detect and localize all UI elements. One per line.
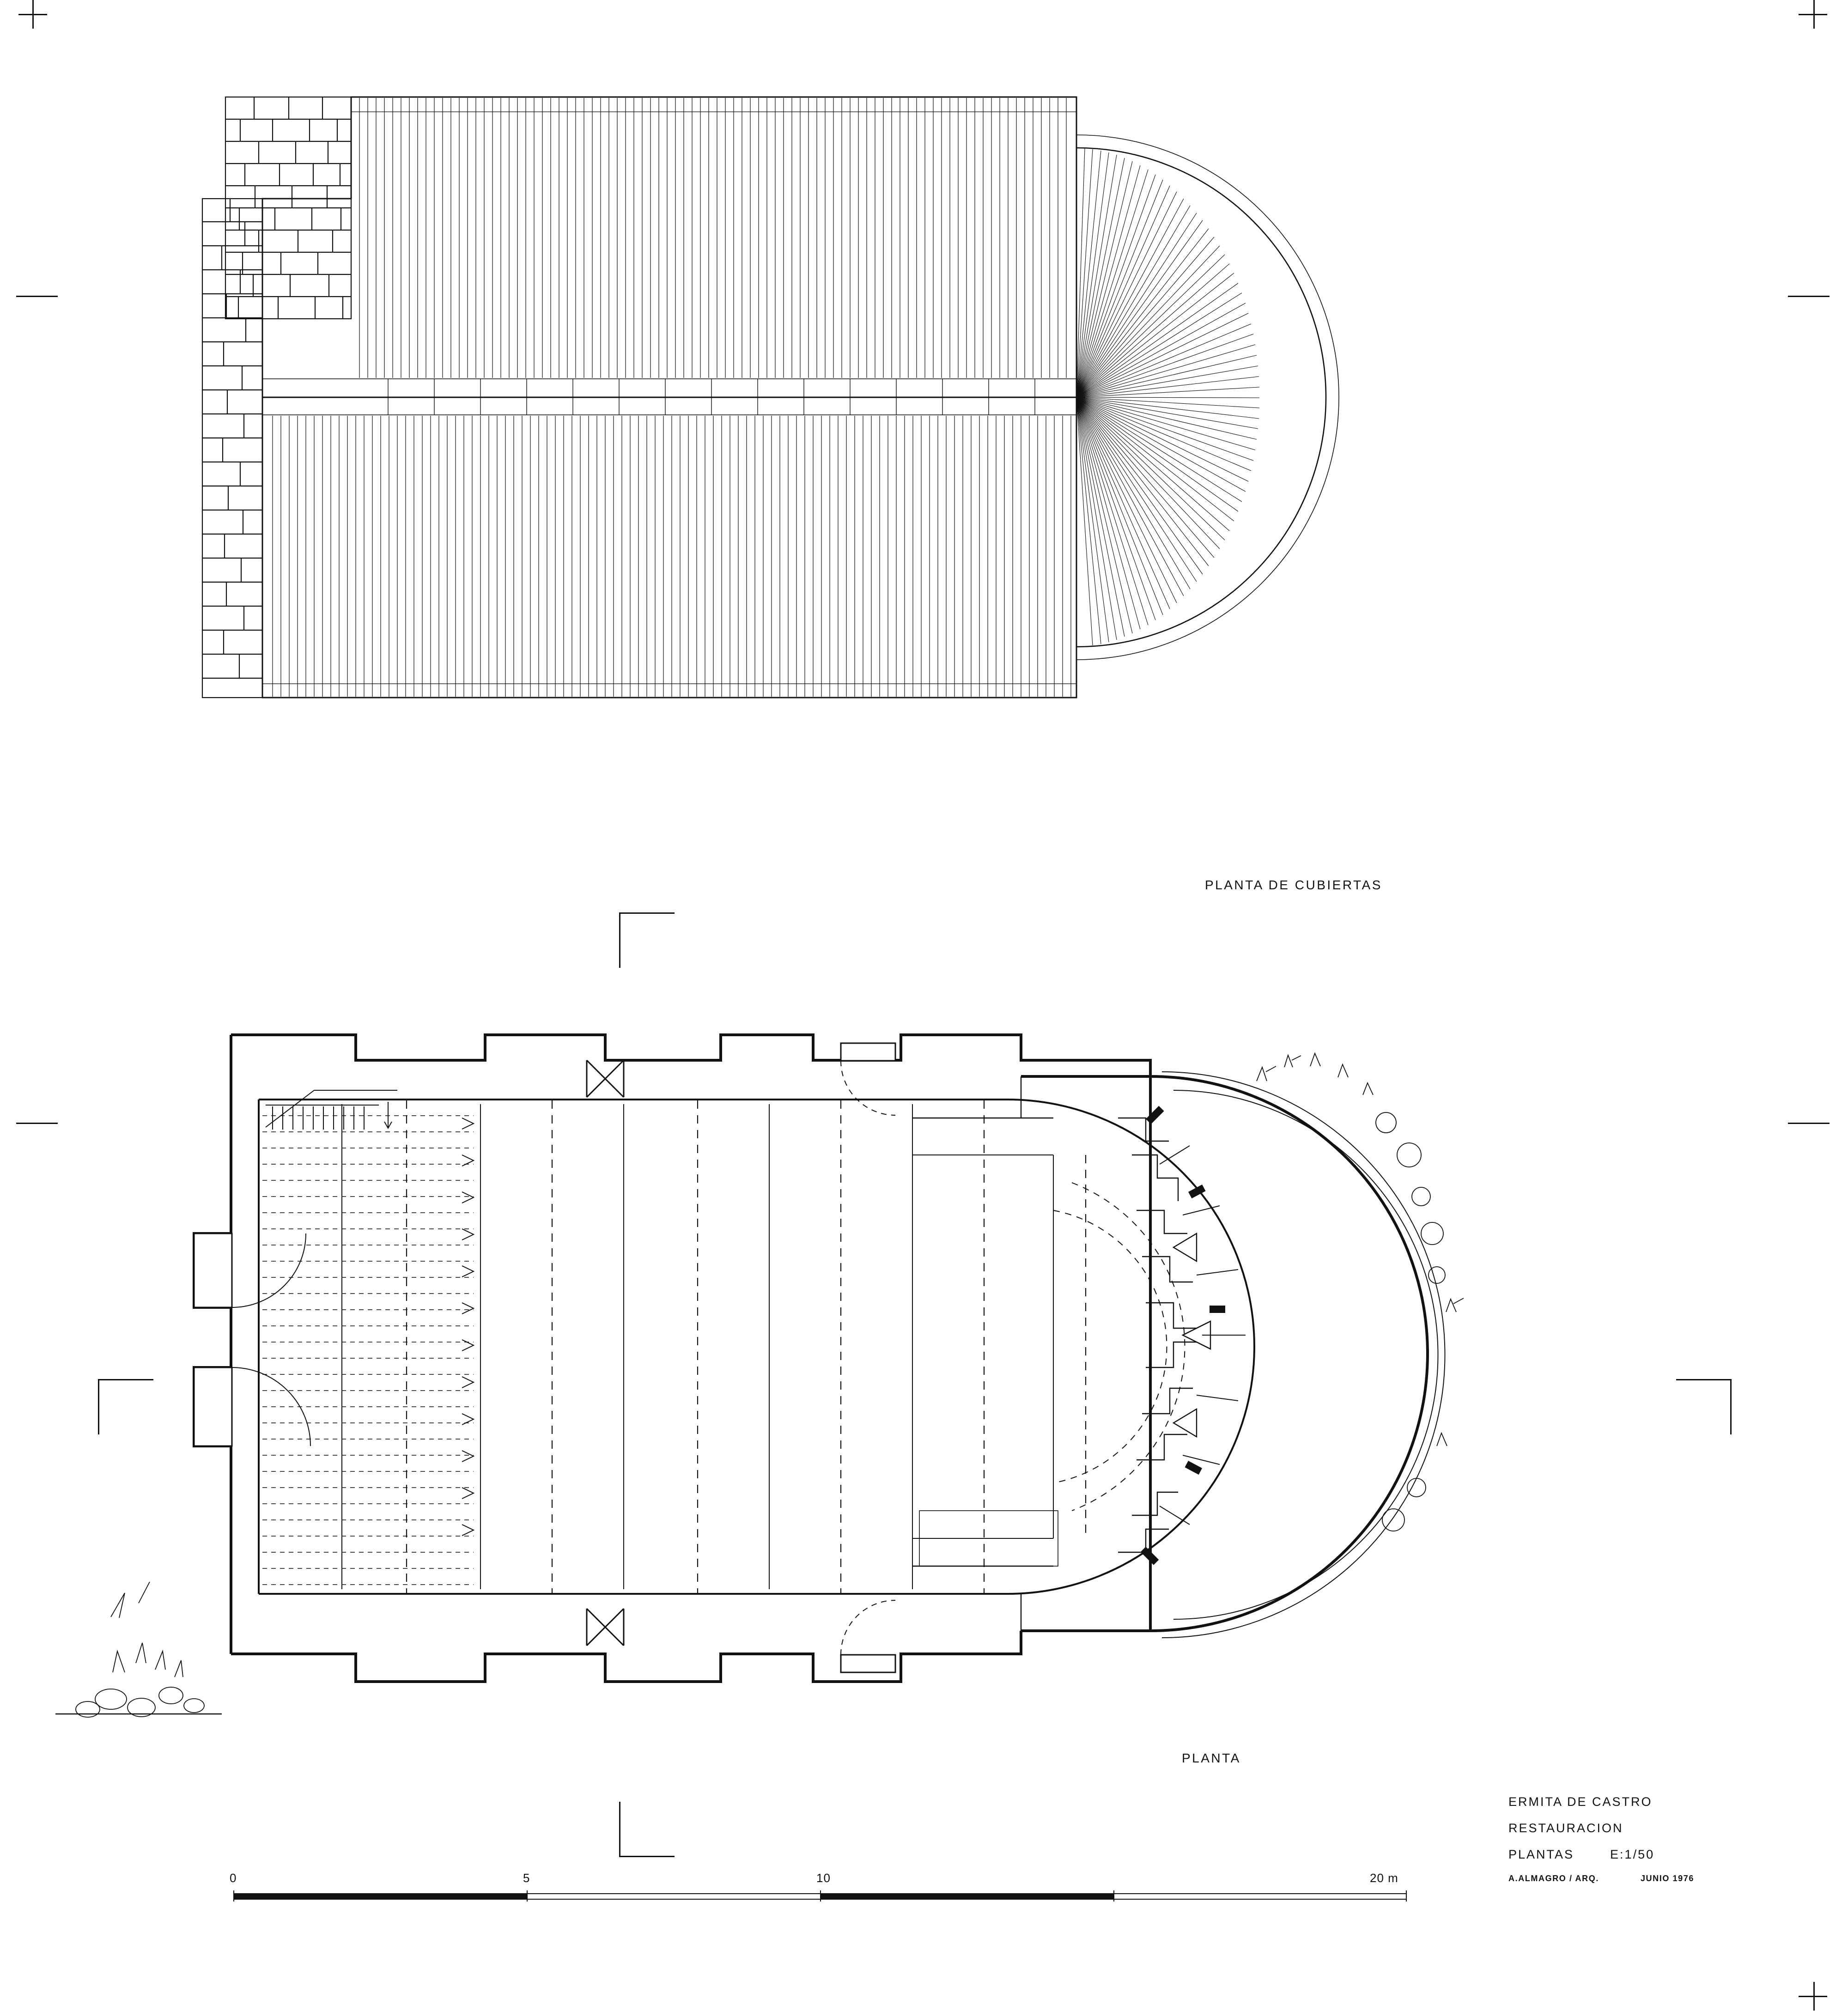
- cross-vault-symbol-south: [587, 1609, 624, 1646]
- crop-mark-mid-left-lower: [16, 1123, 58, 1124]
- title-author: A.ALMAGRO / ARQ.: [1508, 1874, 1599, 1883]
- crop-mark-mid-right-lower: [1788, 1123, 1830, 1124]
- scale-bar: [230, 1871, 1407, 1903]
- scale-tick-0: 0: [230, 1871, 237, 1885]
- section-mark-bottom-left-h: [619, 1856, 675, 1857]
- floor-plan-inner-walls: [259, 1100, 1254, 1594]
- title-line-2: RESTAURACION: [1508, 1821, 1623, 1835]
- crop-mark-mid-left-upper: [16, 296, 58, 297]
- floor-paving-hatch: [262, 1116, 474, 1585]
- door-west: [194, 1233, 306, 1307]
- scale-tick-10: 10: [816, 1871, 831, 1885]
- roof-masonry-block: [225, 97, 351, 319]
- crop-mark-mid-right-upper: [1788, 296, 1830, 297]
- stair-symbol: [266, 1090, 397, 1130]
- roof-plan-drawing: [194, 83, 1672, 841]
- door-south: [841, 1600, 895, 1672]
- floor-plan-drawing: [55, 1016, 1682, 1765]
- floor-plan-label: PLANTA: [1182, 1751, 1241, 1765]
- title-credit-row: [1508, 1874, 1795, 1883]
- vault-ribs: [407, 1100, 1086, 1593]
- section-mark-top-left-v: [619, 912, 620, 968]
- apse-radial-joints: [1160, 1146, 1246, 1525]
- section-mark-top-left-h: [619, 912, 675, 914]
- crop-mark-top-right-h: [1799, 14, 1827, 15]
- rubble-southwest: [76, 1582, 204, 1717]
- section-mark-bottom-left-v: [619, 1802, 620, 1857]
- cross-vault-symbol-north: [587, 1060, 624, 1097]
- title-line-1: ERMITA DE CASTRO: [1508, 1795, 1653, 1809]
- roof-plan-label: PLANTA DE CUBIERTAS: [1205, 878, 1382, 892]
- roof-tiles-upper: [359, 98, 1066, 378]
- roof-tiles-lower: [273, 416, 1071, 697]
- altar-area: [912, 1076, 1058, 1631]
- door-north: [841, 1043, 895, 1115]
- section-mark-right-v: [1730, 1379, 1732, 1434]
- title-date: JUNIO 1976: [1640, 1874, 1694, 1883]
- title-subject-row: [1508, 1847, 1795, 1862]
- scale-tick-20: 20 m: [1370, 1871, 1398, 1885]
- roof-apse-cone: [1076, 135, 1339, 660]
- crop-mark-bottom-right-h: [1799, 1996, 1827, 1997]
- roof-masonry-strip: [202, 199, 262, 698]
- apse-masonry-detail: [1118, 1118, 1197, 1552]
- crop-mark-top-left-h: [18, 14, 47, 15]
- section-mark-right-h: [1676, 1379, 1732, 1380]
- title-scale: E:1/50: [1610, 1847, 1655, 1861]
- title-subject: PLANTAS: [1508, 1847, 1574, 1861]
- vegetation-apse: [1257, 1053, 1464, 1531]
- title-block: [1508, 1795, 1795, 1896]
- scale-tick-5: 5: [523, 1871, 530, 1885]
